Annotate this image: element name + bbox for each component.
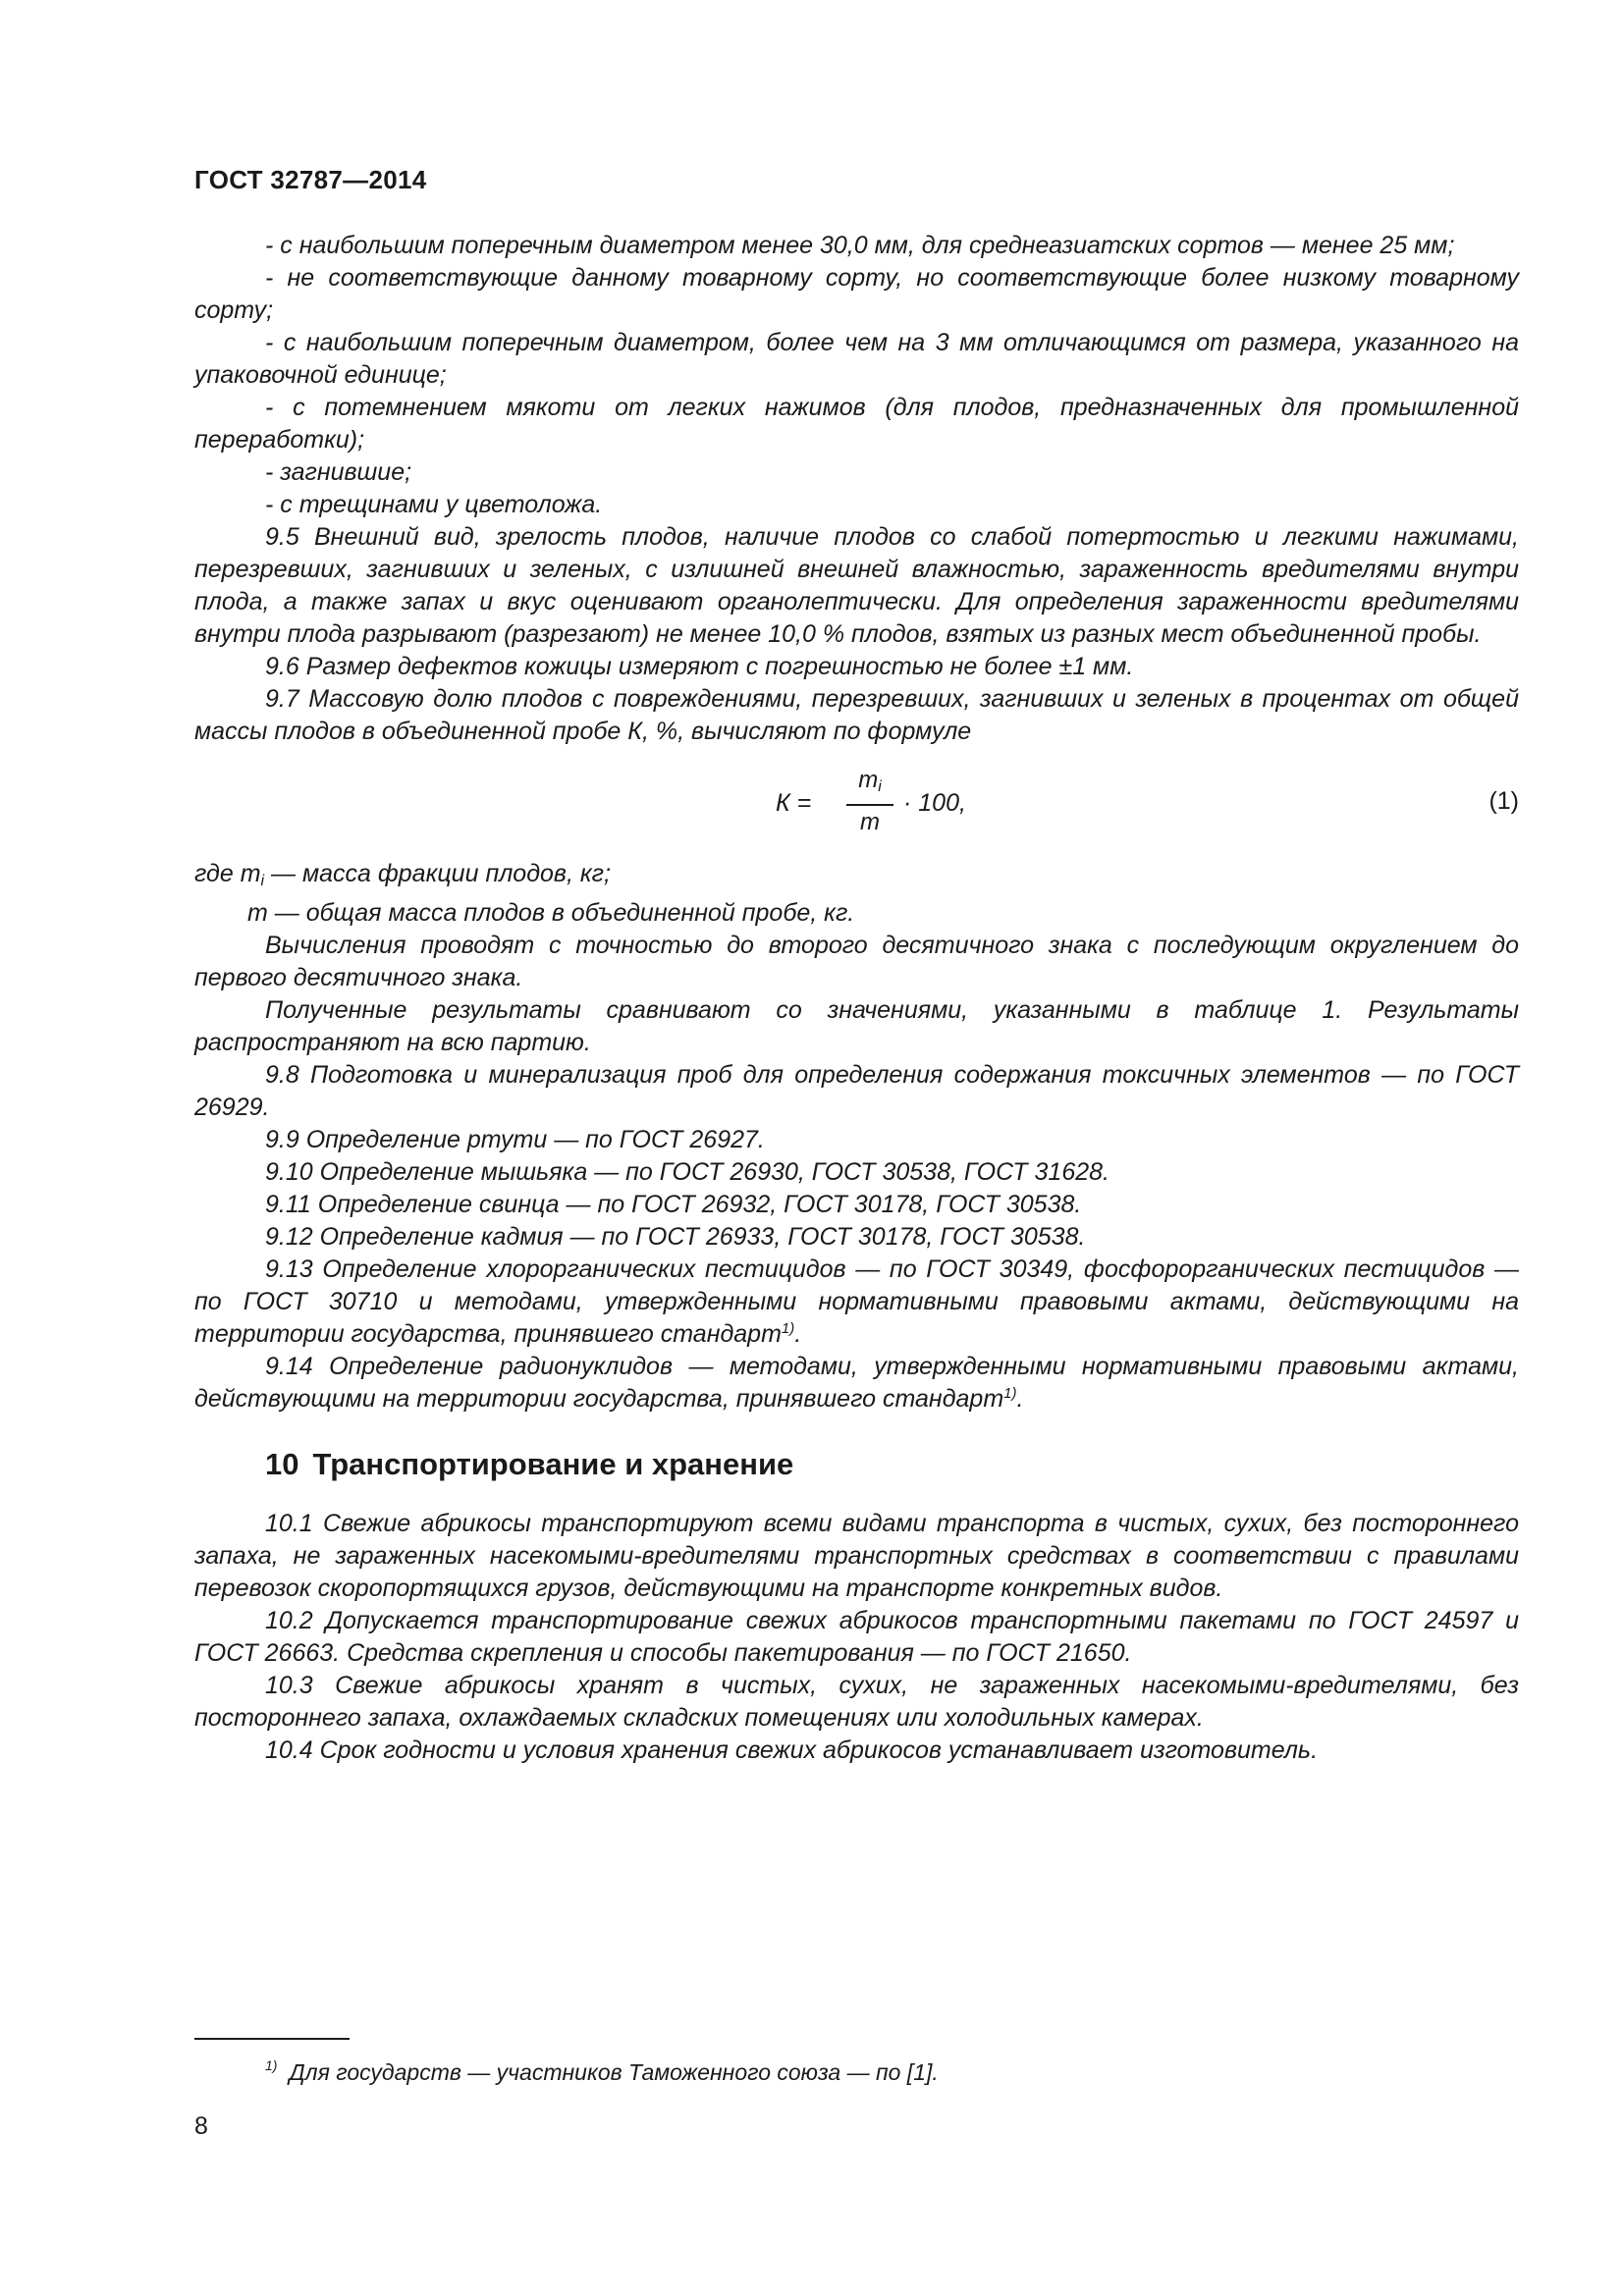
paragraph-9-6: 9.6 Размер дефектов кожицы измеряют с погрешностью не более ±1 мм. (265, 653, 1134, 680)
paragraph-9-9: 9.9 Определение ртути — по ГОСТ 26927. (265, 1126, 765, 1153)
footnote-mark: 1) (265, 2057, 278, 2073)
paragraph-9-13: 9.13 Определение хлорорганических пестицидов — по ГОСТ 30349, фосфорорганических пестицидов — по ГОСТ 30710 и методами, утвержденными нормативными правовыми актами, действующими на территории государства, принявшего стандарт$^{1)}$. (194, 1255, 1519, 1348)
footnote-ref: 1) (781, 1320, 795, 1337)
list-item: - с наибольшим поперечным диаметром, более чем на 3 мм отличающимся от размера, указанного на упаковочной единице; (194, 329, 1519, 389)
paragraph-9-14-text: 9.14 Определение радионуклидов — методами, утвержденными нормативными правовыми актами, действующими на территории государства, принявшего стандарт (194, 1353, 1519, 1413)
formula-denominator: m (860, 808, 880, 835)
section-number: 10 (265, 1447, 299, 1481)
paragraph-results: Полученные результаты сравнивают со значениями, указанными в таблице 1. Результаты распространяют на всю партию. (194, 996, 1519, 1056)
list-item: - с потемнением мякоти от легких нажимов (для плодов, предназначенных для промышленной переработки); (194, 394, 1519, 454)
paragraph-10-1: 10.1 Свежие абрикосы транспортируют всеми видами транспорта в чистых, сухих, без постороннего запаха, не зараженных насекомыми-вредителями транспортных средствах в соответствии с правилами перевозок скоропортящихся грузов, действующими на транспорте конкретных видов. (194, 1510, 1519, 1602)
footnote-text: Для государств — участников Таможенного союза — по [1]. (289, 2059, 939, 2085)
formula-numerator-sub: i (878, 778, 882, 795)
footnote (265, 2059, 939, 2086)
where-definition-1: — масса фракции плодов, кг; (264, 860, 611, 887)
where-line-2: m — общая масса плодов в объединенной пробе, кг. (247, 899, 855, 927)
list-item: - не соответствующие данному товарному сорту, но соответствующие более низкому товарному сорту; (194, 264, 1519, 324)
list-item: - с трещинами у цветоложа. (265, 491, 603, 518)
formula-fraction (846, 766, 893, 837)
paragraph-9-12: 9.12 Определение кадмия — по ГОСТ 26933, ГОСТ 30178, ГОСТ 30538. (265, 1223, 1086, 1251)
formula-1 (194, 756, 1519, 854)
where-prefix: где m (194, 860, 261, 887)
formula-number: (1) (1488, 787, 1519, 815)
footnote-ref: 1) (1003, 1385, 1017, 1402)
page-number: 8 (194, 2112, 208, 2140)
formula-rhs: · 100, (903, 789, 966, 817)
paragraph-9-11: 9.11 Определение свинца — по ГОСТ 26932, ГОСТ 30178, ГОСТ 30538. (265, 1191, 1082, 1218)
section-title: Транспортирование и хранение (312, 1447, 794, 1481)
paragraph-9-8: 9.8 Подготовка и минерализация проб для определения содержания токсичных элементов — по ГОСТ 26929. (194, 1061, 1519, 1121)
where-line-1 (194, 858, 1519, 897)
fraction-bar (846, 804, 893, 806)
section-10-heading (194, 1445, 1519, 1484)
paragraph-10-4: 10.4 Срок годности и условия хранения свежих абрикосов устанавливает изготовитель. (265, 1736, 1319, 1764)
paragraph-calculation: Вычисления проводят с точностью до второго десятичного знака с последующим округлением до первого десятичного знака. (194, 932, 1519, 991)
where-prefix-sub: i (260, 873, 265, 889)
paragraph-9-10: 9.10 Определение мышьяка — по ГОСТ 26930, ГОСТ 30538, ГОСТ 31628. (265, 1158, 1109, 1186)
paragraph-9-13-text: 9.13 Определение хлорорганических пестицидов — по ГОСТ 30349, фосфорорганических пестицидов — по ГОСТ 30710 и методами, утвержденными нормативными правовыми актами, действующими на территории государства, принявшего стандарт (194, 1255, 1519, 1348)
document-body (194, 230, 1519, 1767)
formula-numerator (846, 766, 893, 802)
paragraph-10-2: 10.2 Допускается транспортирование свежих абрикосов транспортными пакетами по ГОСТ 24597 и ГОСТ 26663. Средства скрепления и способы пакетирования — по ГОСТ 21650. (194, 1607, 1519, 1667)
paragraph-10-3: 10.3 Свежие абрикосы хранят в чистых, сухих, не зараженных насекомыми-вредителями, без постороннего запаха, охлаждаемых складских помещениях или холодильных камерах. (194, 1672, 1519, 1732)
paragraph-9-7: 9.7 Массовую долю плодов с повреждениями, перезревших, загнивших и зеленых в процентах от общей массы плодов в объединенной пробе К, %, вычисляют по формуле (194, 685, 1519, 745)
paragraph-9-5: 9.5 Внешний вид, зрелость плодов, наличие плодов со слабой потертостью и легкими нажимами, перезревших, загнивших и зеленых, с излишней внешней влажностью, зараженность вредителями внутри плода, а также запах и вкус оценивают органолептически. Для определения зараженности вредителями внутри плода разрывают (разрезают) не менее 10,0 % плодов, взятых из разных мест объединенной пробы. (194, 523, 1519, 648)
formula-lhs: К = (776, 789, 812, 817)
footnote-separator (194, 2038, 350, 2040)
formula-numerator-var: m (858, 767, 879, 793)
paragraph-9-14: 9.14 Определение радионуклидов — методами, утвержденными нормативными правовыми актами, действующими на территории государства, принявшего стандарт$^{1)}$. (194, 1353, 1519, 1413)
document-header: ГОСТ 32787—2014 (194, 165, 427, 194)
list-item: - с наибольшим поперечным диаметром менее 30,0 мм, для среднеазиатских сортов — менее 25 мм; (265, 232, 1455, 259)
list-item: - загнившие; (265, 458, 412, 486)
